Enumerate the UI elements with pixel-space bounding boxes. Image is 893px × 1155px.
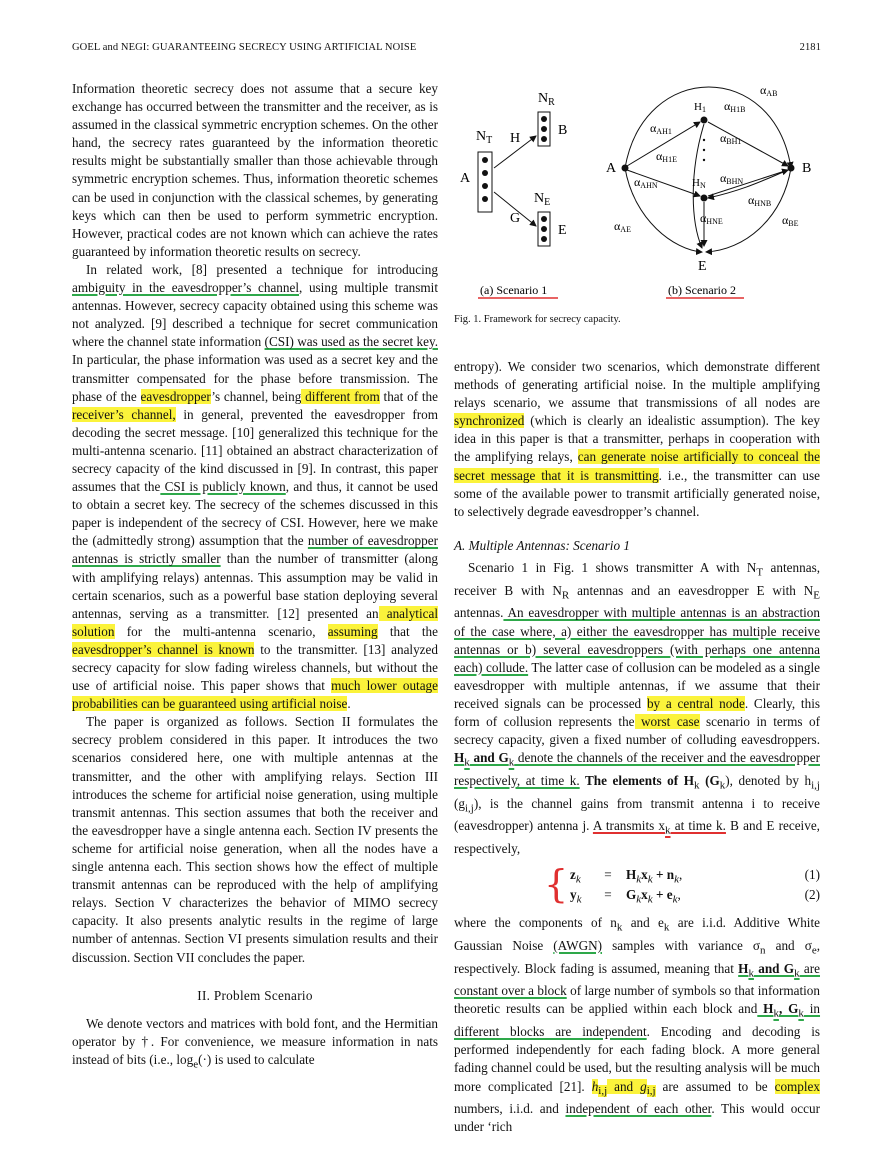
- paragraph-noise: where the components of $n_k$ and $e_k$ are i.i.d. Additive White Gaussian Noise (AWGN) samples with variance $\sigma_n$ and $\sigma_e$, respectively. Block fading is assumed, meaning that $H_k$ and $G_k$ are constant over a block of large number of symbols so that information theoretic results can be applied within each block and $H_k$, $G_k$ in different blocks are independent. Encoding and decoding is performed independently for each fading block. A more general fading channel could be used, but the resulting analysis will be much more complicated [21]. $h_{i,j}$ and $g_{i,j}$ are assumed to be complex numbers, i.i.d. and independent of each other. This would occur under ‘rich: [454, 915, 821, 1135]
- paragraph: Information theoretic secrecy does not assume that a secure key exchange has occurred between the transmitter and the receiver, as is assumed in the classical symmetric encryption schemes. On the other hand, the secrecy rates guaranteed by the information theoretic results might be substantially smaller than those achievable through symmetric encryption schemes. Thus, information theoretic schemes can be used in conjunction with the classical schemes, by generating keys which can then be used to perform symmetric encryption. However, practical codes are not known which can achieve the rates guaranteed by information theoretic results on secrecy.: [72, 81, 438, 259]
- underlined-text: , G: [778, 1001, 799, 1017]
- alpha-ah1-label: αAH1: [650, 121, 672, 136]
- node-b-label-s2: B: [802, 161, 812, 176]
- text: (which is clearly an idealistic assumption). The key idea in this paper is that a transmitter, perhaps in cooperation with the amplifying relays,: [454, 413, 820, 465]
- equation-number: (2): [804, 887, 820, 903]
- underlined-text: (AWGN): [553, 937, 603, 953]
- paragraph-scenario1: Scenario 1 in Fig. 1 shows transmitter A with $N_T$ antennas, receiver B with $N_R$ antennas and an eavesdropper E with $N_E$ antennas. An eavesdropper with multiple antennas is an abstraction of the case where, a) either the eavesdropper has multiple receive antennas or b) several eavesdroppers (with perhaps one antenna each) collude. The latter case of collusion can be modeled as a single eavesdropper with multiple antennas, if we assume that their received signals can be processed by a central node. Clearly, this form of collusion represents the worst case scenario in terms of secrecy capacity, given a fixed number of colluding eavesdroppers. $H_k$ and $G_k$ denote the channels of the receiver and the eavesdropper respectively, at time k. The elements of $H_k$ $(G_k)$, denoted by $h_{i,j}$ $(g_{i,j})$, is the channel gains from transmit antenna i to receive (eavesdropper) antenna j. A transmits $x_k$ at time k. B and E receive, respectively,: [454, 559, 820, 857]
- alpha-ab-label: αAB: [760, 83, 778, 98]
- underlined-text: ambiguity in the eavesdropper’s channel: [72, 280, 300, 296]
- left-column: [72, 80, 438, 1074]
- underlined-text: CSI is publicly known: [160, 479, 286, 495]
- paragraph-organization: The paper is organized as follows. Section II formulates the secrecy problem considered in this paper. It introduces the two scenarios considered here, one with multiple antennas at the transmitter, and the other with amplifying relays. Section III introduces the scheme for artificial noise generation, using multiple transmit antennas. This section assumes that both the receiver and the eavesdropper have a single antenna each. Section IV presents the scheme for artificial noise generation, when all the nodes have a single antenna each. This section shows how the effect of multiple transmit antennas can be reproduced with the help of amplifying relays. Section V characterizes the behavior of MIMO secrecy capacity. It also presents analytic results in the regime of large number of antennas. Section VI presents simulation results and their discussion. Section VII concludes the paper.: [72, 714, 438, 965]
- section-heading: II. Problem Scenario: [197, 987, 313, 1003]
- figure-1: [454, 80, 820, 340]
- paragraph-related-work: [72, 261, 438, 713]
- text: in general, prevented the eavesdropper from decoding the secret message. [10] generalized this technique for the multi-antenna scenario. [11] obtained an abstract characterization of secrecy capacity of the kind discussed in [9]. In contrast, this paper assumes that the: [72, 406, 439, 495]
- ne-label: $N_E$: [534, 191, 551, 208]
- text: to the transmitter. [13] analyzed secrecy capacity for slow fading wireless channels, but without the use of artificial noise. This paper shows that: [72, 641, 438, 694]
- node-b-label: B: [558, 123, 568, 138]
- relay-hn-label: HN: [692, 177, 706, 190]
- text: ’s channel, being: [211, 388, 302, 404]
- figure-diagram: [454, 80, 820, 340]
- text: (·) is used to calculate: [198, 1051, 315, 1067]
- highlighted-text: eavesdropper’s channel is known: [72, 641, 255, 657]
- highlighted-text: h: [591, 1078, 599, 1094]
- alpha-hne-label: αHNE: [700, 211, 723, 226]
- right-column: [454, 358, 820, 1136]
- highlighted-text: different from: [301, 388, 380, 404]
- scenario2-caption: (b) Scenario 2: [668, 283, 736, 297]
- underlined-text: independent of each other: [565, 1101, 712, 1117]
- highlighted-text: synchronized: [454, 413, 525, 429]
- subscript: e: [193, 1058, 199, 1071]
- running-header: [72, 42, 821, 56]
- underlined-text: and G: [753, 960, 795, 976]
- text: for the multi-antenna scenario,: [114, 623, 328, 639]
- underlined-text: H: [454, 750, 465, 766]
- alpha-ahn-label: αAHN: [634, 175, 658, 190]
- channel-h-label: H: [510, 131, 521, 146]
- relay-h1: [701, 117, 708, 124]
- paragraph-notation: [72, 1015, 438, 1074]
- underlined-text: An eavesdropper with multiple antennas is an abstraction of the case where, a) either the eavesdropper has multiple receive antennas or b) several eavesdroppers (with perhaps one antenna each) collude.: [454, 605, 820, 675]
- underlined-text: and G: [469, 750, 509, 766]
- highlighted-text: eavesdropper: [140, 388, 212, 404]
- text: . i.e., the transmitter can use some of the available power to transmit artificially generated noise, to selectively degrade eavesdropper’s channel.: [454, 467, 821, 519]
- equation-1: $z_k$ = $H_kx_k + n_k$, (1): [570, 867, 820, 886]
- highlighted-text: by a central node: [646, 695, 745, 711]
- node-e-label-s2: E: [698, 259, 707, 274]
- page-number: 2181: [799, 42, 821, 53]
- text: , using multiple transmit antennas. However, secrecy capacity obtained using this scheme was not analyzed. [9] described a technique for secret communication where the channel state information: [72, 280, 438, 350]
- highlighted-text: much lower outage probabilities can be guaranteed using artificial noise: [72, 678, 438, 712]
- scenario1-caption: (a) Scenario 1: [480, 283, 548, 297]
- text: .: [347, 696, 351, 712]
- underlined-text: in different blocks are independent: [454, 1001, 821, 1040]
- highlighted-text: and: [607, 1078, 641, 1094]
- paragraph-scenarios: [454, 358, 820, 521]
- alpha-ae-label: αAE: [614, 219, 631, 234]
- equation-block: [454, 864, 820, 908]
- header-title: GOEL and NEGI: GUARANTEEING SECRECY USING ARTIFICIAL NOISE: [72, 42, 417, 53]
- highlighted-text: analytical solution: [72, 605, 438, 639]
- subsection-heading: A. Multiple Antennas: Scenario 1: [454, 537, 630, 553]
- highlighted-text: complex: [774, 1078, 821, 1094]
- highlighted-text: receiver’s channel,: [72, 406, 176, 422]
- highlighted-text: can generate noise artificially to conceal the secret message that it is transmitting: [454, 449, 820, 483]
- nt-label: $N_T$: [476, 129, 493, 146]
- text: In particular, the phase information was used as a secret key and the transmitter compensated for the phase before transmission. The phase of the: [72, 352, 438, 404]
- alpha-h1b-label: αH1B: [724, 99, 746, 114]
- nr-label: $N_R$: [538, 91, 555, 108]
- node-a-label: A: [460, 171, 471, 186]
- brace-annotation: {: [544, 862, 569, 907]
- highlighted-text: assuming: [327, 623, 378, 639]
- node-e-label: E: [558, 223, 567, 238]
- text: than the number of transmitter (along with amplifying relays) antennas. This assumption may be valid in certain scenarios, such as a powerful base station deploying several antennas, serving as a transmitter. [12] presented an: [72, 551, 439, 621]
- alpha-h1e-label: αH1E: [656, 149, 677, 164]
- figure-caption: Fig. 1. Framework for secrecy capacity.: [454, 314, 621, 325]
- underlined-text: number of eavesdropper antennas is strictly smaller: [72, 533, 438, 567]
- highlighted-text: g: [640, 1078, 647, 1094]
- text: that of the: [379, 388, 439, 404]
- alpha-bhn-label: αBHN: [720, 171, 744, 186]
- relay-h1-label: H1: [694, 101, 706, 114]
- underlined-text: at time k.: [670, 818, 726, 834]
- underlined-text: H: [738, 960, 749, 976]
- underlined-text: are constant over a block: [454, 960, 820, 999]
- underlined-text: H: [757, 1001, 774, 1017]
- alpha-hnb-label: αHNB: [748, 193, 772, 208]
- underlined-text: (CSI) was used as the secret key.: [264, 334, 438, 350]
- equation-number: (1): [804, 867, 820, 883]
- text: , and thus, it cannot be used to obtain a secret key. The secrecy of the schemes discussed in this paper is independent of the secrecy of CSI. However, here we make the (admittedly strong) assumption that the: [72, 479, 438, 549]
- underlined-text: A transmits x: [592, 818, 666, 834]
- text: In related work, [8] presented a technique for introducing: [86, 261, 438, 277]
- highlighted-text: worst case: [634, 713, 700, 729]
- relay-hn: [701, 195, 708, 202]
- channel-g-label: G: [510, 211, 521, 226]
- node-a-label-s2: A: [606, 161, 617, 176]
- underlined-text: denote the channels of the receiver and the eavesdropper respectively, at time k.: [454, 750, 820, 788]
- alpha-be-label: αBE: [782, 213, 799, 228]
- equation-2: $y_k$ = $G_kx_k + e_k$, (2): [570, 887, 820, 906]
- alpha-bh1-label: αBH1: [720, 131, 742, 146]
- text: entropy). We consider two scenarios, which demonstrate different methods of generating artificial noise. In the multiple amplifying relays scenario, we assume that transmissions of all nodes are: [454, 359, 820, 411]
- text: that the: [377, 623, 438, 639]
- text: We denote vectors and matrices with bold font, and the Hermitian operator by †. For convenience, we measure information in nats instead of bits (i.e., log: [72, 1015, 438, 1067]
